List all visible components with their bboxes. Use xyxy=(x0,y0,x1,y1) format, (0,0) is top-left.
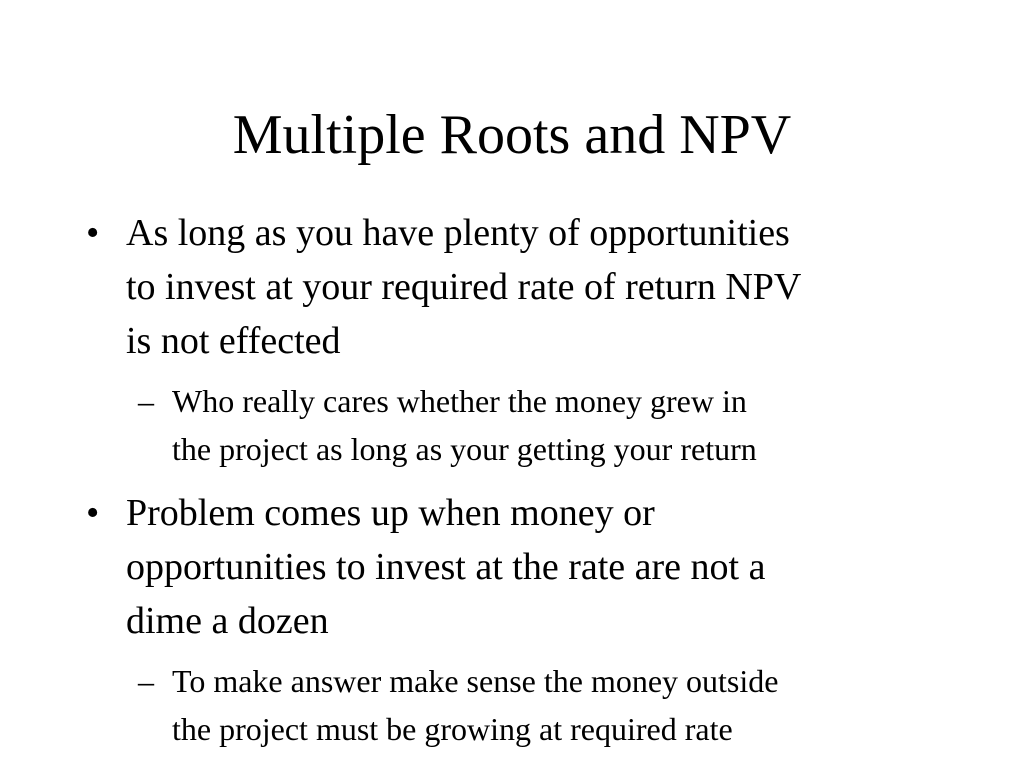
sub-bullet-text xyxy=(172,657,952,753)
bullet-line: to invest at your required rate of return NPV xyxy=(126,266,802,308)
sub-bullet-marker: – xyxy=(138,663,154,699)
slide-title: Multiple Roots and NPV xyxy=(232,104,792,166)
sub-bullet-line: Who really cares whether the money grew in xyxy=(172,383,747,419)
bullet-text xyxy=(126,206,946,368)
bullet-line: dime a dozen xyxy=(126,600,329,642)
bullet-line: is not effected xyxy=(126,320,341,362)
bullet-line: As long as you have plenty of opportunities xyxy=(126,212,790,254)
bullet-text xyxy=(126,486,946,648)
sub-bullet-line: To make answer make sense the money outside xyxy=(172,663,779,699)
bullet-marker: • xyxy=(86,492,100,534)
sub-bullet-text xyxy=(172,377,952,473)
bullet-line: Problem comes up when money or xyxy=(126,492,655,534)
bullet-marker: • xyxy=(86,212,100,254)
sub-bullet-line: the project as long as your getting your return xyxy=(172,431,757,467)
sub-bullet-line: the project must be growing at required rate xyxy=(172,711,733,747)
bullet-line: opportunities to invest at the rate are not a xyxy=(126,546,766,588)
sub-bullet-marker: – xyxy=(138,383,154,419)
